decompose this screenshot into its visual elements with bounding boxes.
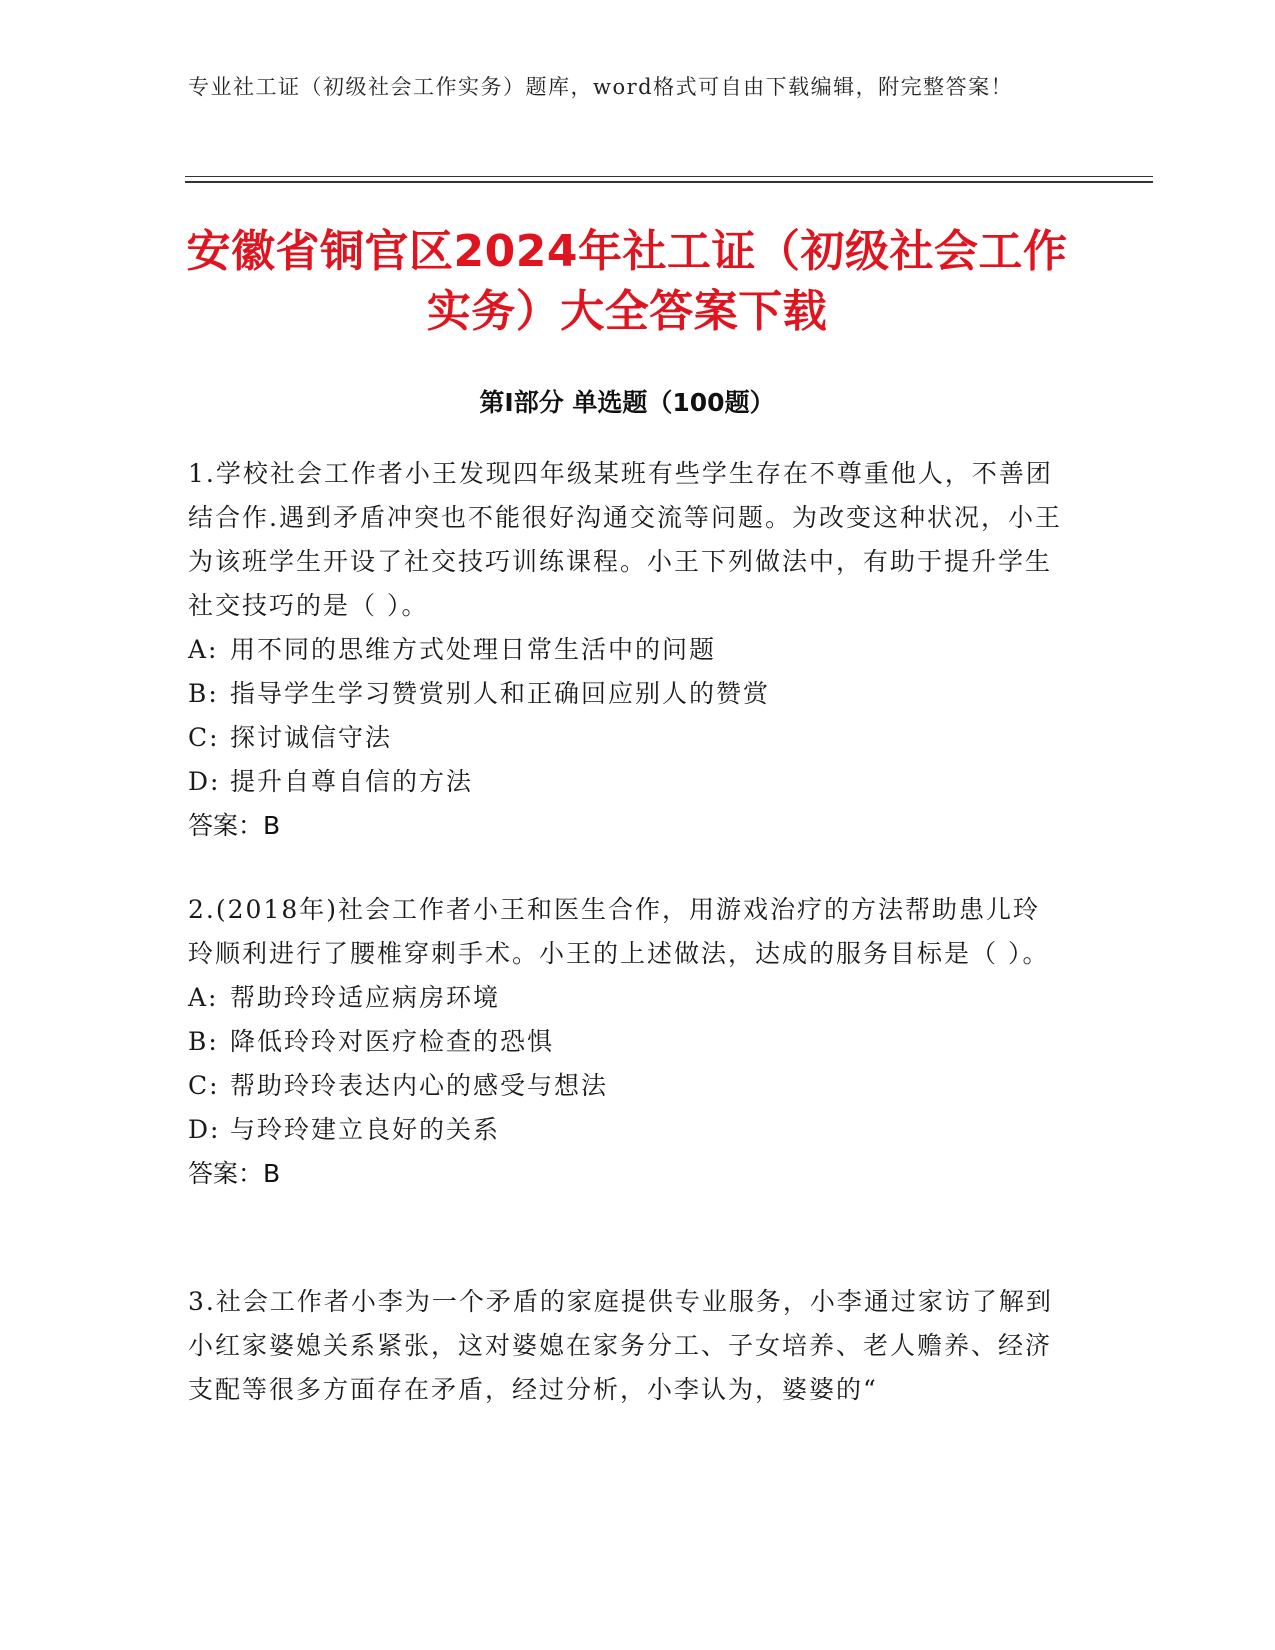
question-1 [188, 452, 1066, 848]
document-title: 安徽省铜官区2024年社工证（初级社会工作实务）大全答案下载 [186, 226, 1068, 337]
option-key: B: [188, 679, 219, 708]
option-key: B: [188, 1027, 219, 1056]
option-d [188, 760, 1066, 804]
header-divider-thick [185, 181, 1153, 183]
option-key: D: [188, 767, 221, 796]
option-text: 用不同的思维方式处理日常生活中的问题 [230, 635, 717, 664]
option-key: C: [188, 1071, 220, 1100]
option-d [188, 1108, 1066, 1152]
option-text: 探讨诚信守法 [230, 723, 393, 752]
option-text: 与玲玲建立良好的关系 [230, 1115, 501, 1144]
option-b [188, 1020, 1066, 1064]
option-text: 降低玲玲对医疗检查的恐惧 [230, 1027, 555, 1056]
question-stem: 3.社会工作者小李为一个矛盾的家庭提供专业服务，小李通过家访了解到小红家婆媳关系紧张，这对婆媳在家务分工、子女培养、老人赡养、经济支配等很多方面存在矛盾，经过分析，小李认为，婆婆的“ [188, 1287, 1053, 1404]
section-title: 第I部分 单选题（100题） [479, 388, 775, 417]
header-divider-thin [185, 176, 1153, 177]
question-3 [188, 1280, 1066, 1412]
option-text: 提升自尊自信的方法 [230, 767, 474, 796]
header-note: 专业社工证（初级社会工作实务）题库，word格式可自由下载编辑，附完整答案！ [188, 75, 1014, 99]
answer-label: 答案：B [188, 811, 281, 840]
option-text: 帮助玲玲表达内心的感受与想法 [230, 1071, 609, 1100]
question-stem: 2.(2018年)社会工作者小王和医生合作，用游戏治疗的方法帮助患儿玲玲顺利进行了腰椎穿刺手术。小王的上述做法，达成的服务目标是（ ）。 [188, 895, 1050, 968]
option-text: 帮助玲玲适应病房环境 [230, 983, 501, 1012]
option-b [188, 672, 1066, 716]
answer-label: 答案：B [188, 1159, 281, 1188]
option-c [188, 716, 1066, 760]
option-key: A: [188, 983, 219, 1012]
option-key: D: [188, 1115, 221, 1144]
option-text: 指导学生学习赞赏别人和正确回应别人的赞赏 [230, 679, 771, 708]
question-stem: 1.学校社会工作者小王发现四年级某班有些学生存在不尊重他人，不善团结合作.遇到矛盾冲突也不能很好沟通交流等问题。为改变这种状况，小王为该班学生开设了社交技巧训练课程。小王下列做法中，有助于提升学生社交技巧的是（ ）。 [188, 459, 1062, 620]
question-2 [188, 888, 1066, 1196]
option-key: C: [188, 723, 220, 752]
option-key: A: [188, 635, 219, 664]
option-a [188, 976, 1066, 1020]
option-a [188, 628, 1066, 672]
option-c [188, 1064, 1066, 1108]
